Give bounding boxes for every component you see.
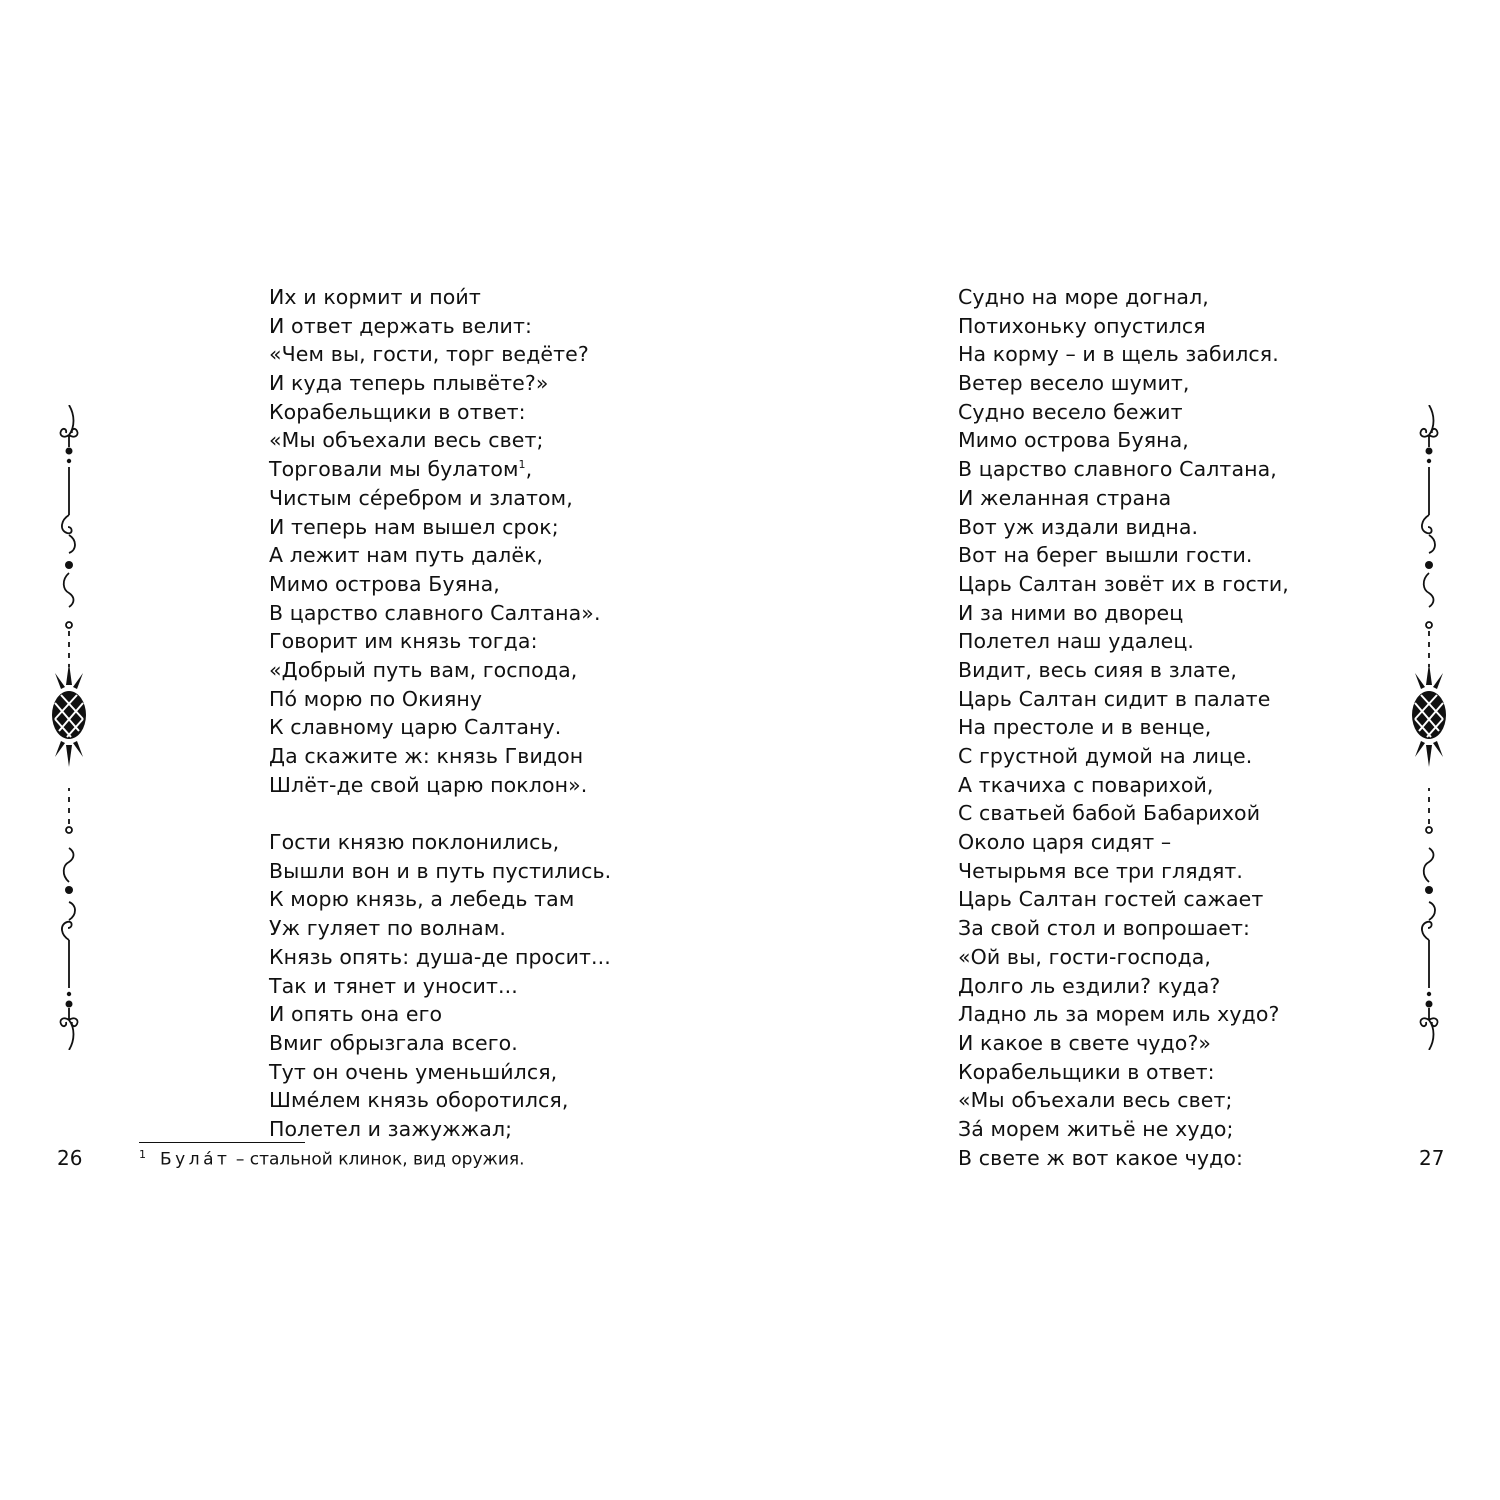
verse-line [958, 1058, 1289, 1087]
verse-line [958, 742, 1289, 771]
verse-line [269, 627, 611, 656]
verse-line-text: За́ морем житьё не худо; [958, 1116, 1234, 1141]
left-page-text [269, 283, 611, 1144]
verse-line-text: Князь опять: душа-де просит... [269, 944, 611, 969]
verse-line-text: Да скажите ж: князь Гвидон [269, 744, 584, 768]
verse-line-text: «Чем вы, гости, торг ведёте? [269, 342, 589, 367]
footnote-reference[interactable]: 1 [518, 458, 526, 472]
footnote-text: – стальной клинок, вид оружия. [230, 1149, 525, 1170]
verse-line-text: Полетел наш удалец. [958, 629, 1195, 654]
verse-line [958, 398, 1289, 427]
verse-line [269, 656, 611, 685]
verse-line-text: В свете ж вот какое чудо: [958, 1145, 1244, 1170]
verse-line-text: Полетел и зажужжал; [269, 1116, 513, 1141]
verse-line-text: Четырьмя все три глядят. [958, 858, 1244, 883]
verse-line [269, 972, 611, 1001]
verse-line [958, 713, 1289, 742]
verse-line-text: И какое в свете чудо?» [958, 1030, 1212, 1055]
verse-line-text: В царство славного Салтана, [958, 457, 1277, 482]
verse-line-text: Потихоньку опустился [958, 313, 1206, 338]
verse-line [269, 1029, 611, 1058]
verse-line [958, 943, 1289, 972]
verse-line-text: Корабельщики в ответ: [269, 399, 526, 424]
verse-line [958, 1000, 1289, 1029]
footnote-divider [139, 1142, 305, 1143]
verse-line [269, 541, 611, 570]
verse-line-text: Ветер весело шумит, [958, 371, 1190, 396]
verse-line-text: С грустной думой на лице. [958, 744, 1253, 768]
verse-line-text: Судно весело бежит [958, 399, 1183, 424]
verse-line [269, 857, 611, 886]
footnote [139, 1148, 525, 1170]
verse-line [269, 885, 611, 914]
verse-line [269, 771, 611, 800]
verse-line [958, 685, 1289, 714]
verse-line-text: К славному царю Салтану. [269, 715, 562, 740]
verse-line-text: Вот уж издали видна. [958, 514, 1199, 539]
verse-line-text: Шлёт-де свой царю поклон». [269, 772, 588, 797]
verse-line-text: Вмиг обрызгала всего. [269, 1030, 518, 1055]
verse-line [958, 656, 1289, 685]
verse-line-text: «Добрый путь вам, господа, [269, 657, 578, 682]
verse-line [958, 455, 1289, 484]
verse-line [269, 283, 611, 312]
verse-line [269, 742, 611, 771]
verse-line-text: Вышли вон и в путь пустились. [269, 858, 612, 883]
verse-line [958, 484, 1289, 513]
verse-line [269, 340, 611, 369]
verse-line-text: На корму – и в щель забился. [958, 342, 1279, 367]
stanza-break [269, 799, 611, 828]
verse-line-text: Торговали мы булатом [269, 457, 519, 482]
verse-line [269, 828, 611, 857]
verse-line-text: Царь Салтан гостей сажает [958, 887, 1264, 912]
verse-line-text: Царь Салтан зовёт их в гости, [958, 571, 1289, 596]
page-number-left: 26 [57, 1146, 83, 1170]
verse-line [269, 1058, 611, 1087]
verse-line-text: И желанная страна [958, 485, 1172, 510]
verse-line [269, 685, 611, 714]
verse-line-text: Говорит им князь тогда: [269, 629, 538, 654]
verse-line-text: «Ой вы, гости-господа, [958, 944, 1212, 969]
verse-line-text: За свой стол и вопрошает: [958, 916, 1251, 941]
verse-line-text: И опять она его [269, 1002, 443, 1027]
verse-line-text: На престоле и в венце, [958, 715, 1212, 740]
verse-line [269, 369, 611, 398]
verse-line-text: Чистым се́ребром и златом, [269, 485, 573, 510]
footnote-mark: 1 [139, 1148, 146, 1161]
verse-line-text: И ответ держать велит: [269, 313, 533, 338]
verse-line-text: Уж гуляет по волнам. [269, 916, 507, 941]
verse-line-text: Шме́лем князь оборотился, [269, 1088, 569, 1113]
verse-line [958, 627, 1289, 656]
verse-line-text: И куда теперь плывёте?» [269, 371, 549, 396]
vertical-flourish-ornament-right [1409, 405, 1449, 1050]
verse-line-text: А ткачиха с поварихой, [958, 772, 1214, 797]
verse-line [958, 914, 1289, 943]
verse-line [269, 513, 611, 542]
verse-line-text: Около царя сидят – [958, 830, 1172, 855]
verse-line [958, 1086, 1289, 1115]
verse-line [269, 1115, 611, 1144]
verse-line [269, 1000, 611, 1029]
vertical-flourish-ornament-left [49, 405, 89, 1050]
verse-line-text: В царство славного Салтана». [269, 600, 601, 625]
verse-line [958, 1144, 1289, 1173]
verse-line [958, 541, 1289, 570]
verse-line-text: Ладно ль за морем иль худо? [958, 1002, 1280, 1027]
verse-line [958, 570, 1289, 599]
verse-line [269, 455, 611, 484]
verse-line [958, 857, 1289, 886]
punctuation: , [525, 457, 533, 482]
verse-line [958, 283, 1289, 312]
verse-line-text: Мимо острова Буяна, [958, 428, 1189, 453]
verse-line [958, 828, 1289, 857]
page-number-right: 27 [1419, 1146, 1445, 1170]
verse-line [269, 570, 611, 599]
verse-line-text: Тут он очень уменьши́лся, [269, 1059, 558, 1084]
verse-line [269, 312, 611, 341]
footnote-term: Була́т [160, 1149, 231, 1170]
verse-line-text: «Мы объехали весь свет; [958, 1088, 1233, 1113]
verse-line [958, 369, 1289, 398]
verse-line-text: Долго ль ездили? куда? [958, 973, 1221, 998]
verse-line-text: Судно на море догнал, [958, 285, 1209, 309]
verse-line-text: Корабельщики в ответ: [958, 1059, 1215, 1084]
verse-line-text: Вот на берег вышли гости. [958, 543, 1253, 568]
verse-line [269, 398, 611, 427]
verse-line [958, 972, 1289, 1001]
verse-line-text: «Мы объехали весь свет; [269, 428, 544, 453]
verse-line [269, 914, 611, 943]
verse-line [958, 513, 1289, 542]
verse-line [269, 599, 611, 628]
verse-line-text: Их и кормит и пои́т [269, 285, 481, 309]
verse-line [958, 1029, 1289, 1058]
right-page-text [958, 283, 1289, 1172]
verse-line [958, 799, 1289, 828]
verse-line [958, 426, 1289, 455]
verse-line [269, 484, 611, 513]
verse-line-text: А лежит нам путь далёк, [269, 543, 544, 568]
verse-line-text: Мимо острова Буяна, [269, 571, 500, 596]
verse-line-text: И за ними во дворец [958, 600, 1184, 625]
verse-line-text: По́ морю по Окияну [269, 686, 483, 711]
verse-line-text: Так и тянет и уносит... [269, 973, 518, 998]
verse-line [269, 713, 611, 742]
verse-line-text: Царь Салтан сидит в палате [958, 686, 1271, 711]
verse-line [958, 1115, 1289, 1144]
verse-line-text: К морю князь, а лебедь там [269, 887, 575, 912]
verse-line [269, 943, 611, 972]
verse-line-text: С сватьей бабой Бабарихой [958, 801, 1261, 826]
verse-line-text: Гости князю поклонились, [269, 830, 560, 855]
verse-line-text: Видит, весь сияя в злате, [958, 657, 1237, 682]
verse-line [269, 1086, 611, 1115]
verse-line [958, 340, 1289, 369]
verse-line [958, 599, 1289, 628]
verse-line-text: И теперь нам вышел срок; [269, 514, 559, 539]
verse-line [958, 771, 1289, 800]
verse-line [958, 885, 1289, 914]
verse-line [958, 312, 1289, 341]
verse-line [269, 426, 611, 455]
